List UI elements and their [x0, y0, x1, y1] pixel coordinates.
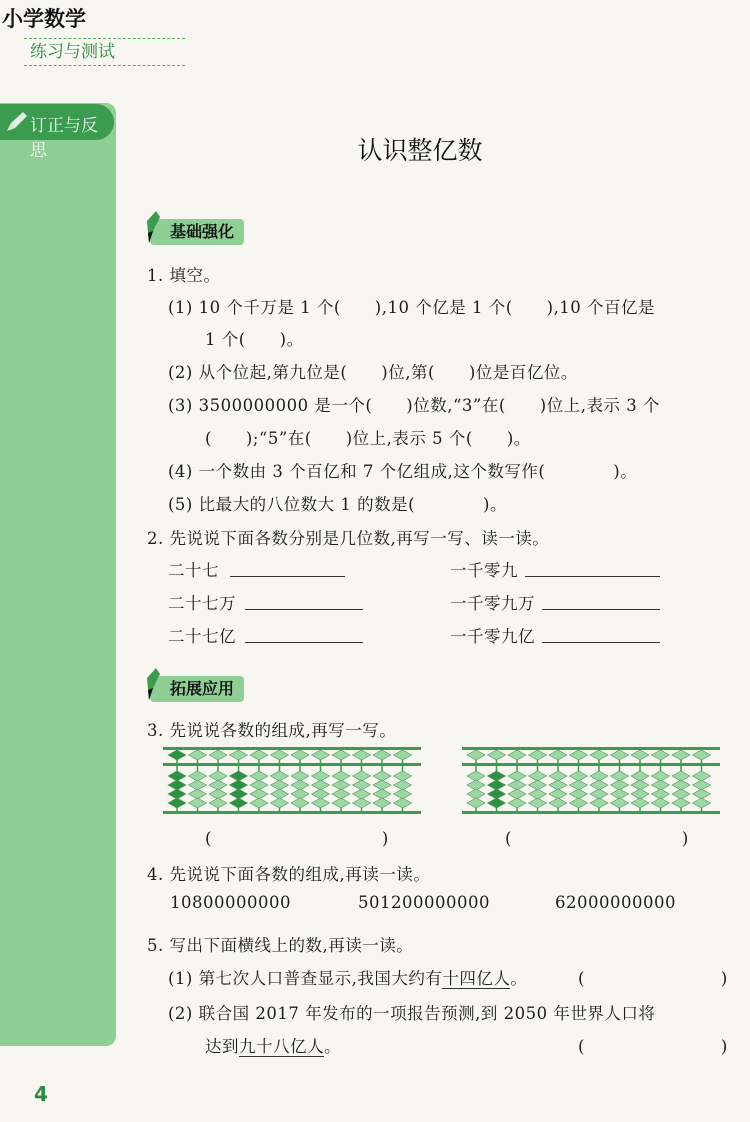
abacus-bead [529, 771, 547, 781]
abacus-bead [570, 750, 588, 760]
pen-icon [144, 666, 164, 702]
abacus-bead [373, 798, 391, 808]
abacus-bead [312, 771, 330, 781]
abacus-bead [570, 789, 588, 799]
abacus-bead [652, 780, 670, 790]
abacus-bead [271, 771, 289, 781]
abacus-bead [230, 780, 248, 790]
abacus-bead [611, 750, 629, 760]
q4-number: 501200000000 [358, 893, 490, 912]
book-title: 小学数学 [2, 7, 86, 31]
q5-line1 [168, 965, 527, 989]
abacus-bead [189, 798, 207, 808]
q1-line3: (3) 3500000000 是一个( )位数,“3”在( )位上,表示 3 个 [168, 396, 660, 415]
section-basic [150, 219, 244, 245]
abacus-bead [611, 771, 629, 781]
abacus-bead [230, 789, 248, 799]
abacus-bead [394, 789, 412, 799]
page-title: 认识整亿数 [357, 136, 483, 165]
abacus-bead [394, 798, 412, 808]
q5-line2b-text: 达到 [205, 1037, 239, 1056]
abacus-bead [209, 798, 227, 808]
q4-number: 62000000000 [555, 893, 676, 912]
abacus-bead [291, 750, 309, 760]
answer-line [245, 642, 363, 643]
abacus-bead [549, 750, 567, 760]
q3-answer-left: ( ) [205, 829, 389, 848]
abacus-bead [353, 750, 371, 760]
section-extend [150, 676, 244, 702]
abacus-bead [549, 771, 567, 781]
abacus-bead [332, 780, 350, 790]
abacus-bead [250, 750, 268, 760]
abacus-bead [168, 789, 186, 799]
q2-item: 二十七亿 [168, 627, 236, 646]
abacus-bead [291, 789, 309, 799]
abacus-bead [250, 798, 268, 808]
q3-answer-right: ( ) [505, 829, 689, 848]
abacus-bead [271, 789, 289, 799]
answer-line [542, 642, 660, 643]
abacus-bead [209, 750, 227, 760]
abacus-bead [373, 750, 391, 760]
abacus-bead [250, 789, 268, 799]
abacus-bead [652, 771, 670, 781]
abacus-bead [529, 780, 547, 790]
abacus-bead [394, 780, 412, 790]
q4-stem: 4. 先说说下面各数的组成,再读一读。 [147, 865, 431, 884]
abacus-bead [373, 771, 391, 781]
abacus-bead [209, 789, 227, 799]
abacus-left [163, 745, 421, 819]
abacus-bead [631, 780, 649, 790]
abacus-bead [271, 780, 289, 790]
q2-stem: 2. 先说说下面各数分别是几位数,再写一写、读一读。 [147, 529, 550, 548]
q1-stem: 1. 填空。 [147, 266, 221, 285]
abacus-bead [291, 798, 309, 808]
q1-line2: (2) 从个位起,第九位是( )位,第( )位是百亿位。 [168, 363, 578, 382]
abacus-bead [467, 750, 485, 760]
abacus-bead [467, 780, 485, 790]
abacus-bead [693, 771, 711, 781]
section-extend-label: 拓展应用 [170, 679, 235, 698]
section-basic-label: 基础强化 [170, 222, 235, 241]
q5-line1-text: (1) 第七次人口普查显示,我国大约有 [168, 969, 443, 988]
abacus-bead [209, 780, 227, 790]
page-number: 4 [34, 1082, 48, 1106]
abacus-bead [529, 750, 547, 760]
q5-answer-1: ( ) [578, 969, 728, 988]
q5-line2b-end: 。 [324, 1037, 341, 1056]
abacus-bead [189, 789, 207, 799]
answer-line [525, 576, 660, 577]
abacus-bead [291, 780, 309, 790]
abacus-bead [611, 789, 629, 799]
abacus-bead [168, 780, 186, 790]
abacus-bead [549, 780, 567, 790]
abacus-bead [590, 798, 608, 808]
abacus-bead [189, 780, 207, 790]
abacus-bead [652, 798, 670, 808]
abacus-bead [508, 789, 526, 799]
abacus-bead [394, 771, 412, 781]
abacus-bead [693, 780, 711, 790]
abacus-bead [332, 789, 350, 799]
abacus-bead [672, 798, 690, 808]
abacus-bead [353, 771, 371, 781]
abacus-bead [467, 789, 485, 799]
abacus-bead [488, 789, 506, 799]
abacus-bead [332, 771, 350, 781]
abacus-bead [312, 780, 330, 790]
book-subtitle: 练习与测试 [24, 38, 185, 66]
q5-line2b-underlined: 九十八亿人 [239, 1037, 324, 1056]
abacus-bead [373, 780, 391, 790]
q2-item: 一千零九万 [450, 594, 535, 613]
abacus-bead [168, 798, 186, 808]
abacus-bead [611, 798, 629, 808]
abacus-bead [353, 789, 371, 799]
answer-line [230, 576, 345, 577]
abacus-bead [672, 789, 690, 799]
abacus-bead [189, 771, 207, 781]
abacus-bead [611, 780, 629, 790]
abacus-bead [271, 750, 289, 760]
abacus-bead [332, 798, 350, 808]
q1-line3b: ( );“5”在( )位上,表示 5 个( )。 [205, 429, 531, 448]
q5-stem: 5. 写出下面横线上的数,再读一读。 [147, 936, 414, 955]
abacus-bead [672, 750, 690, 760]
abacus-bead [508, 798, 526, 808]
q2-item: 一千零九亿 [450, 627, 535, 646]
abacus-bead [373, 789, 391, 799]
abacus-bead [652, 789, 670, 799]
q4-number: 10800000000 [170, 893, 291, 912]
abacus-bead [332, 750, 350, 760]
q1-line5: (5) 比最大的八位数大 1 的数是( )。 [168, 495, 507, 514]
abacus-bead [570, 798, 588, 808]
q1-line4: (4) 一个数由 3 个百亿和 7 个亿组成,这个数写作( )。 [168, 462, 638, 481]
q3-stem: 3. 先说说各数的组成,再写一写。 [147, 721, 397, 740]
abacus-bead [353, 780, 371, 790]
abacus-bead [488, 750, 506, 760]
abacus-bead [291, 771, 309, 781]
abacus-bead [209, 771, 227, 781]
q2-item: 二十七万 [168, 594, 236, 613]
abacus-bead [672, 771, 690, 781]
abacus-bead [271, 798, 289, 808]
q5-answer-2: ( ) [578, 1037, 728, 1056]
q5-line2b [205, 1033, 341, 1057]
abacus-bead [168, 750, 186, 760]
abacus-bead [508, 780, 526, 790]
abacus-bead [394, 750, 412, 760]
q5-line2: (2) 联合国 2017 年发布的一项报告预测,到 2050 年世界人口将 [168, 1004, 656, 1023]
abacus-bead [693, 798, 711, 808]
abacus-bead [529, 789, 547, 799]
abacus-bead [590, 789, 608, 799]
abacus-bead [672, 780, 690, 790]
abacus-bead [508, 750, 526, 760]
abacus-bead [312, 789, 330, 799]
abacus-bead [353, 798, 371, 808]
abacus-bead [549, 798, 567, 808]
abacus-bead [590, 750, 608, 760]
abacus-bead [590, 771, 608, 781]
q5-line1-end: 。 [510, 969, 528, 988]
answer-line [245, 609, 363, 610]
review-tag-label: 订正与反思 [30, 116, 98, 161]
abacus-bead [467, 771, 485, 781]
q2-item: 一千零九 [450, 561, 518, 580]
answer-line [542, 609, 660, 610]
abacus-bead [631, 789, 649, 799]
abacus-bead [549, 789, 567, 799]
abacus-bead [230, 798, 248, 808]
abacus-bead [570, 780, 588, 790]
q2-item: 二十七 [168, 561, 219, 580]
abacus-bead [631, 771, 649, 781]
abacus-right [462, 745, 720, 819]
abacus-bead [570, 771, 588, 781]
abacus-bead [693, 789, 711, 799]
review-sidebar [0, 103, 116, 1046]
q1-line1: (1) 10 个千万是 1 个( ),10 个亿是 1 个( ),10 个百亿是 [168, 298, 656, 317]
abacus-bead [250, 780, 268, 790]
abacus-bead [230, 771, 248, 781]
q1-line1b: 1 个( )。 [205, 330, 304, 349]
abacus-bead [652, 750, 670, 760]
abacus-bead [693, 750, 711, 760]
abacus-bead [631, 750, 649, 760]
abacus-bead [250, 771, 268, 781]
abacus-bead [631, 798, 649, 808]
abacus-bead [488, 771, 506, 781]
abacus-bead [312, 750, 330, 760]
q5-line1-underlined: 十四亿人 [442, 969, 511, 988]
abacus-bead [529, 798, 547, 808]
pen-icon [144, 209, 164, 245]
abacus-bead [168, 771, 186, 781]
abacus-bead [230, 750, 248, 760]
abacus-bead [488, 798, 506, 808]
abacus-bead [488, 780, 506, 790]
abacus-bead [590, 780, 608, 790]
abacus-bead [508, 771, 526, 781]
abacus-bead [467, 798, 485, 808]
abacus-bead [189, 750, 207, 760]
abacus-bead [312, 798, 330, 808]
